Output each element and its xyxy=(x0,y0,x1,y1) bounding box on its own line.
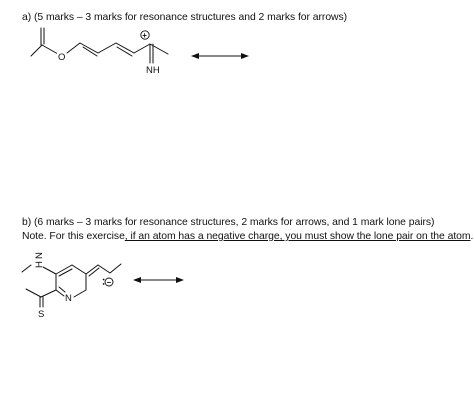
pyridine-n-label: N xyxy=(65,293,72,304)
bond xyxy=(134,44,150,53)
question-b-header: b) (6 marks – 3 marks for resonance structures, 2 marks for arrows, and 1 mark lone pairs) xyxy=(22,217,435,228)
positive-charge-symbol: + xyxy=(142,31,147,40)
arrow-head-right xyxy=(241,53,249,59)
molecule-a xyxy=(31,28,168,76)
oxygen-atom-label: O xyxy=(58,52,66,63)
resonance-arrow-a xyxy=(191,53,249,59)
bond xyxy=(98,43,116,53)
bond xyxy=(110,264,121,273)
negative-charge-symbol: − xyxy=(106,278,112,287)
bond xyxy=(72,265,86,274)
bond xyxy=(59,269,72,276)
bond xyxy=(117,47,132,56)
amine-n-label: N xyxy=(34,252,45,259)
note-prefix: Note. For this exercise xyxy=(22,231,125,242)
lone-pair-dot xyxy=(103,283,105,285)
arrow-head-right xyxy=(176,277,184,283)
note-underlined-instruction: , if an atom has a negative charge, you must show the lone pair on the atom xyxy=(124,231,471,242)
bond xyxy=(42,45,58,54)
bond xyxy=(89,268,99,276)
bond xyxy=(26,289,41,297)
amine-h-label: H xyxy=(34,261,45,268)
bond xyxy=(56,290,64,296)
resonance-arrow-b xyxy=(133,277,184,283)
bond xyxy=(56,265,72,274)
molecule-b xyxy=(22,252,121,320)
sulfur-atom-label: S xyxy=(38,309,45,320)
bond xyxy=(41,290,56,297)
bond xyxy=(59,287,65,292)
bond xyxy=(31,45,42,56)
question-a-header: a) (5 marks – 3 marks for resonance structures and 2 marks for arrows) xyxy=(22,12,348,23)
bond xyxy=(98,265,110,273)
lone-pair-dot xyxy=(103,279,105,281)
note-suffix: . xyxy=(470,231,474,242)
bond xyxy=(22,265,31,272)
bond xyxy=(43,267,56,274)
question-b-note xyxy=(22,231,473,243)
amine-nh-label-group xyxy=(34,252,45,268)
bond xyxy=(67,43,80,53)
bond xyxy=(74,290,86,297)
imine-nh-label: NH xyxy=(146,65,160,76)
bond xyxy=(80,43,98,53)
bond xyxy=(86,265,98,274)
arrow-head-left xyxy=(191,53,199,59)
arrow-head-left xyxy=(133,277,141,283)
